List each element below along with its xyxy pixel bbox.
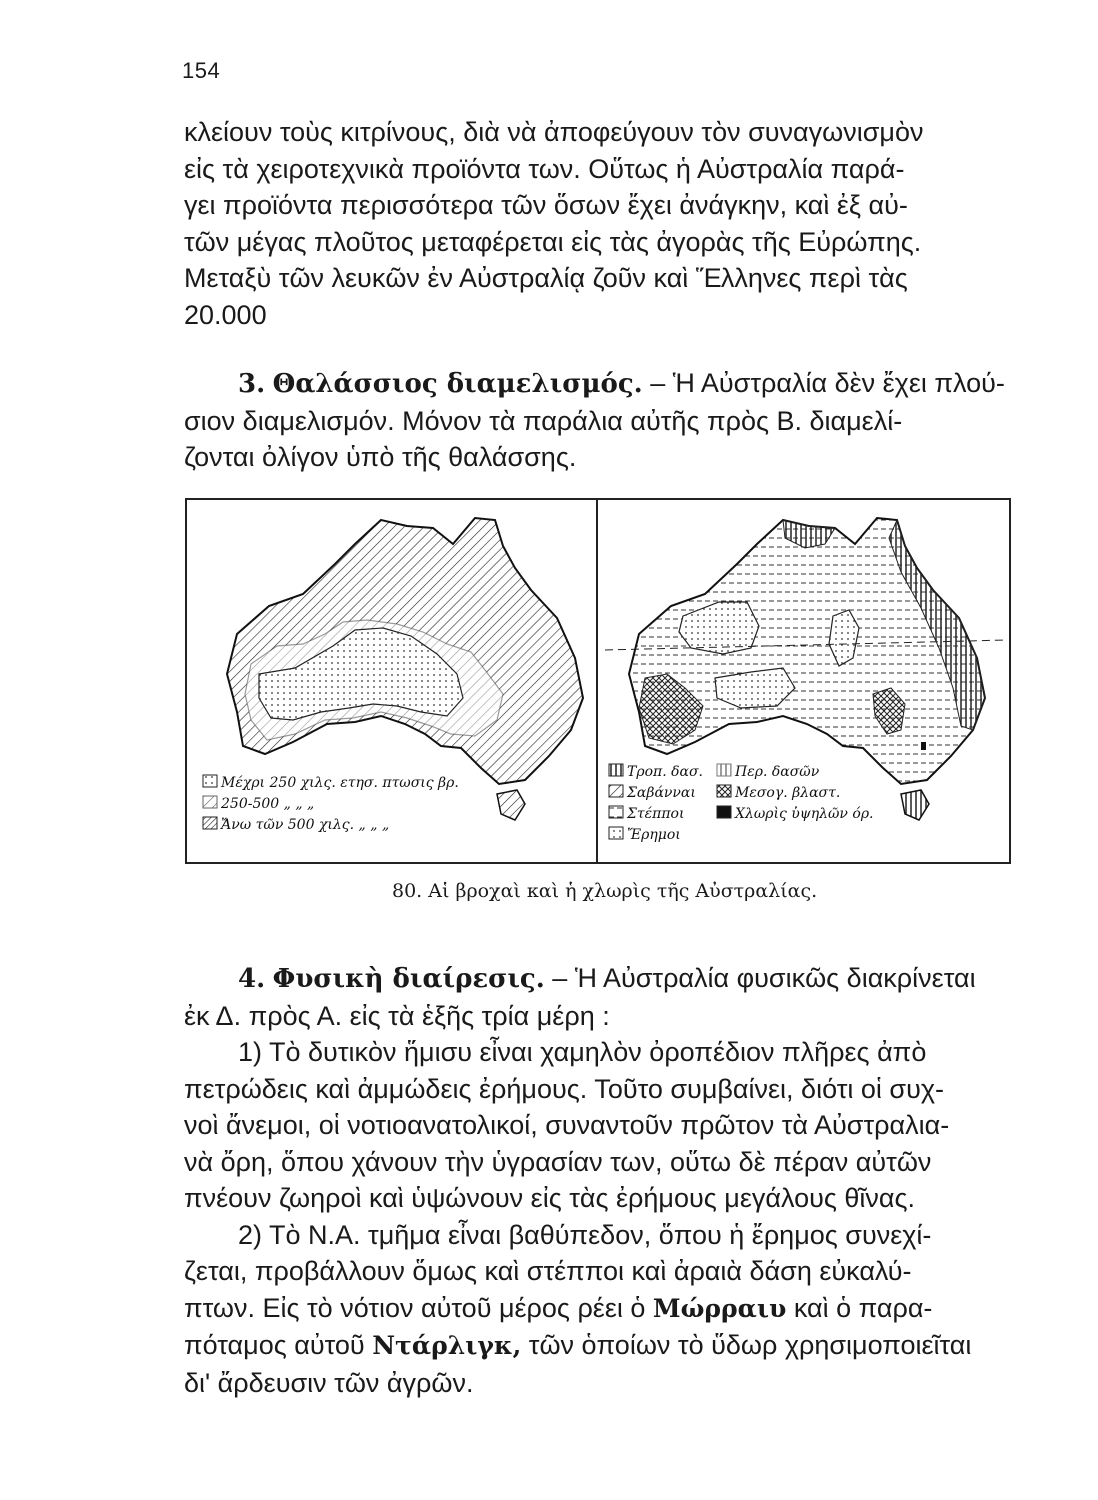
section-3-line: σιον διαμελισμόν. Μόνον τὰ παράλια αὐτῆς πρὸς Β. διαμελί- <box>184 405 903 436</box>
section-4-p2-line: ζεται, προβάλλουν ὅμως καὶ στέπποι καὶ ἀραιὰ δάση εὐκαλύ- <box>184 1256 912 1286</box>
section-4-line: ἐκ Δ. πρὸς Α. εἰς τὰ ἑξῆς τρία μέρη : <box>184 1000 610 1031</box>
section-3-text: – Ἡ Αὐστραλία δὲν ἔχει πλού- <box>642 368 1005 398</box>
section-4-first-line <box>184 960 1038 998</box>
veg-legend-label-5: Στέπποι <box>627 806 685 822</box>
veg-legend-label-6: Χλωρὶς ὑψηλῶν όρ. <box>735 806 874 822</box>
veg-legend-label-2: Περ. δασῶν <box>735 764 820 780</box>
section-3-paragraph <box>184 365 1038 476</box>
section-4-p1-line: νοὶ ἄνεμοι, οἱ νοτιοανατολικοί, συναντοῦν πρῶτον τὰ Αὐστραλια- <box>184 1110 950 1140</box>
section-3-first-line <box>184 365 1038 403</box>
rain-legend-label-high: Ἄνω τῶν 500 χιλς. „ „ „ <box>221 817 390 833</box>
rain-legend-label-mid: 250-500 „ „ „ <box>221 796 315 812</box>
page-number: 154 <box>182 58 221 83</box>
section-4-number: 4. <box>238 964 266 994</box>
intro-paragraph <box>184 114 1038 333</box>
veg-legend-swatch-2 <box>717 764 731 776</box>
veg-legend-swatch-4 <box>717 785 731 797</box>
section-4-p1-line: 1) Τὸ δυτικὸν ἥμισυ εἶναι χαμηλὸν ὀροπέδιον πλῆρες ἀπὸ <box>238 1037 927 1067</box>
intro-line: κλείουν τοὺς κιτρίνους, διὰ νὰ ἀποφεύγουν τὸν συναγωνισμὸν <box>184 117 924 147</box>
figure-caption: 80. Αἱ βροχαὶ καὶ ἡ χλωρὶς τῆς Αὐστραλίας. <box>392 880 818 902</box>
veg-legend-swatch-6 <box>717 806 731 818</box>
section-4-p2-line <box>184 1290 1038 1328</box>
intro-line: Μεταξὺ τῶν λευκῶν ἐν Αὐστραλίᾳ ζοῦν καὶ Ἕλληνες περὶ τὰς <box>184 263 908 293</box>
veg-legend-label-7: Ἔρημοι <box>627 827 681 843</box>
rainfall-vegetation-figure <box>185 498 1011 864</box>
section-4-p2-text: πόταμος αὐτοῦ <box>184 1330 373 1360</box>
intro-line: γει προϊόντα περισσότερα τῶν ὅσων ἔχει ἀνάγκην, καὶ ἐξ αὐ- <box>184 190 908 220</box>
section-3-number: 3. <box>238 369 266 399</box>
section-4-p2-text: τῶν ὁποίων τὸ ὕδωρ χρησιμοποιεῖται <box>521 1330 972 1360</box>
section-4-text: – Ἡ Αὐστραλία φυσικῶς διακρίνεται <box>544 963 976 993</box>
section-4-p2-line <box>184 1327 1038 1365</box>
veg-legend-swatch-1 <box>609 764 623 776</box>
rain-legend-swatch-low <box>203 775 217 787</box>
section-4-p1-line: νὰ ὄρη, ὅπου χάνουν τὴν ὑγρασίαν των, οὕτω δὲ πέραν αὐτῶν <box>184 1146 932 1177</box>
section-4-p2-text: πτων. Εἰς τὸ νότιον αὐτοῦ μέρος ρέει ὁ <box>184 1292 653 1323</box>
rain-legend-label-low: Μέχρι 250 χιλς. ετησ. πτωσις βρ. <box>221 775 459 791</box>
section-4-p2-text: καὶ ὁ παρα- <box>786 1292 933 1323</box>
section-3-line: ζονται ὀλίγον ὑπὸ τῆς θαλάσσης. <box>184 442 577 472</box>
veg-legend-swatch-5 <box>609 806 623 818</box>
highland-marker <box>921 742 926 750</box>
river-name-darling: Ντάρλιγκ, <box>372 1331 522 1360</box>
section-3-title: Θαλάσσιος διαμελισμός. <box>272 369 643 399</box>
rain-legend-swatch-mid <box>203 796 217 808</box>
intro-line: εἰς τὰ χειροτεχνικὰ προϊόντα των. Οὕτως ἡ Αὐστραλία παρά- <box>184 153 905 184</box>
veg-legend-swatch-7 <box>609 827 623 839</box>
rain-legend-swatch-high <box>203 817 217 829</box>
section-4-p2-line: δι' ἄρδευσιν τῶν ἀγρῶν. <box>184 1367 474 1398</box>
river-name-murray: Μώρραιυ <box>652 1293 787 1323</box>
section-4-p2-line: 2) Τὸ Ν.Α. τμῆμα εἶναι βαθύπεδον, ὅπου ἡ ἔρημος συνεχί- <box>238 1219 932 1250</box>
intro-line: τῶν μέγας πλοῦτος μεταφέρεται εἰς τὰς ἀγορὰς τῆς Εὐρώπης. <box>184 226 922 257</box>
section-4-paragraph <box>184 960 1038 1401</box>
veg-legend-label-3: Σαβάνναι <box>627 785 696 801</box>
veg-legend-swatch-3 <box>609 785 623 797</box>
veg-legend-label-4: Μεσογ. βλαστ. <box>735 785 841 801</box>
section-4-p1-line: πνέουν ζωηροὶ καὶ ὑψώνουν εἰς τὰς ἐρήμους μεγάλους θῖνας. <box>184 1183 916 1213</box>
veg-legend-label-1: Τροπ. δασ. <box>627 764 703 780</box>
intro-line: 20.000 <box>184 299 267 330</box>
section-4-title: Φυσικὴ διαίρεσις. <box>272 964 545 994</box>
section-4-p1-line: πετρώδεις καὶ ἀμμώδεις ἐρήμους. Τοῦτο συμβαίνει, διότι οἱ συχ- <box>184 1073 944 1104</box>
